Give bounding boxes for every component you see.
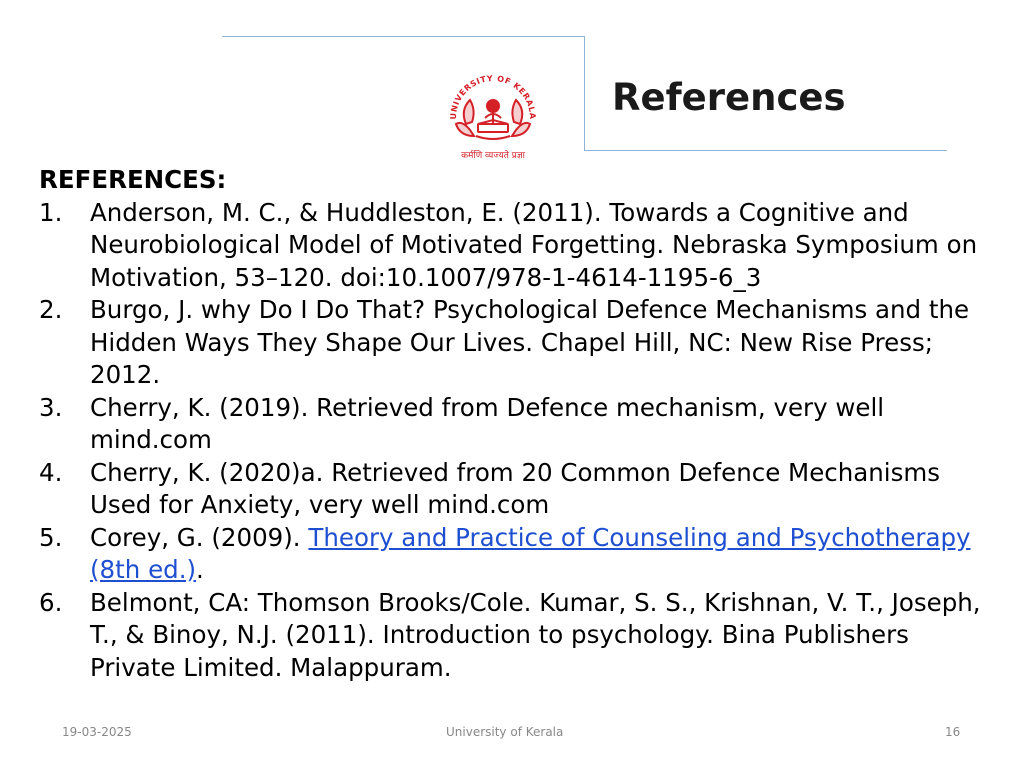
references-list — [39, 197, 999, 685]
reference-number: 5. — [39, 522, 63, 552]
university-of-kerala-logo — [440, 62, 546, 164]
reference-item-4 — [39, 457, 999, 522]
slide-title: References — [612, 76, 846, 119]
header-top-rule — [222, 36, 585, 37]
reference-number: 1. — [39, 197, 63, 227]
reference-item-6 — [39, 587, 999, 685]
reference-link-corey[interactable]: Theory and Practice of Counseling and Psychotherapy (8th ed.) — [90, 522, 971, 584]
references-content — [39, 164, 999, 684]
footer-page-number: 16 — [945, 725, 961, 739]
reference-text-before: Corey, G. (2009). — [90, 522, 309, 552]
reference-number: 2. — [39, 295, 63, 324]
reference-item-3 — [39, 392, 999, 457]
references-heading: REFERENCES: — [39, 165, 227, 194]
reference-number: 4. — [39, 457, 63, 487]
reference-number: 6. — [39, 587, 63, 617]
logo-arc-text: UNIVERSITY OF KERALA — [448, 73, 538, 120]
header-vertical-rule — [584, 36, 585, 150]
reference-text-after: . — [196, 555, 204, 584]
reference-text: Cherry, K. (2020)a. Retrieved from 20 Common Defence Mechanisms Used for Anxiety, very well mind.com — [90, 457, 941, 519]
footer-organization: University of Kerala — [446, 725, 564, 739]
reference-number: 3. — [39, 392, 63, 422]
reference-text: Burgo, J. why Do I Do That? Psychological Defence Mechanisms and the Hidden Ways They Shape Our Lives. Chapel Hill, NC: New Rise Press; 2012. — [90, 295, 970, 389]
reference-text: Anderson, M. C., & Huddleston, E. (2011). Towards a Cognitive and Neurobiological Model of Motivated Forgetting. Nebraska Symposium on Motivation, 53–120. doi:10.1007/978-1-4614-1195-6_3 — [90, 197, 978, 292]
reference-item-2 — [39, 294, 999, 392]
reference-item-5 — [39, 522, 999, 587]
reference-item-1 — [39, 197, 999, 295]
header-bottom-rule — [584, 150, 947, 151]
reference-text: Cherry, K. (2019). Retrieved from Defence mechanism, very well mind.com — [90, 392, 885, 454]
footer-date: 19-03-2025 — [62, 725, 132, 739]
logo-motto: कर्मणि व्यज्यते प्रज्ञा — [461, 151, 525, 161]
reference-text: Belmont, CA: Thomson Brooks/Cole. Kumar, S. S., Krishnan, V. T., Joseph, T., & Binoy, N.J. (2011). Introduction to psychology. Bina Publishers Private Limited. Malappuram. — [90, 587, 981, 682]
